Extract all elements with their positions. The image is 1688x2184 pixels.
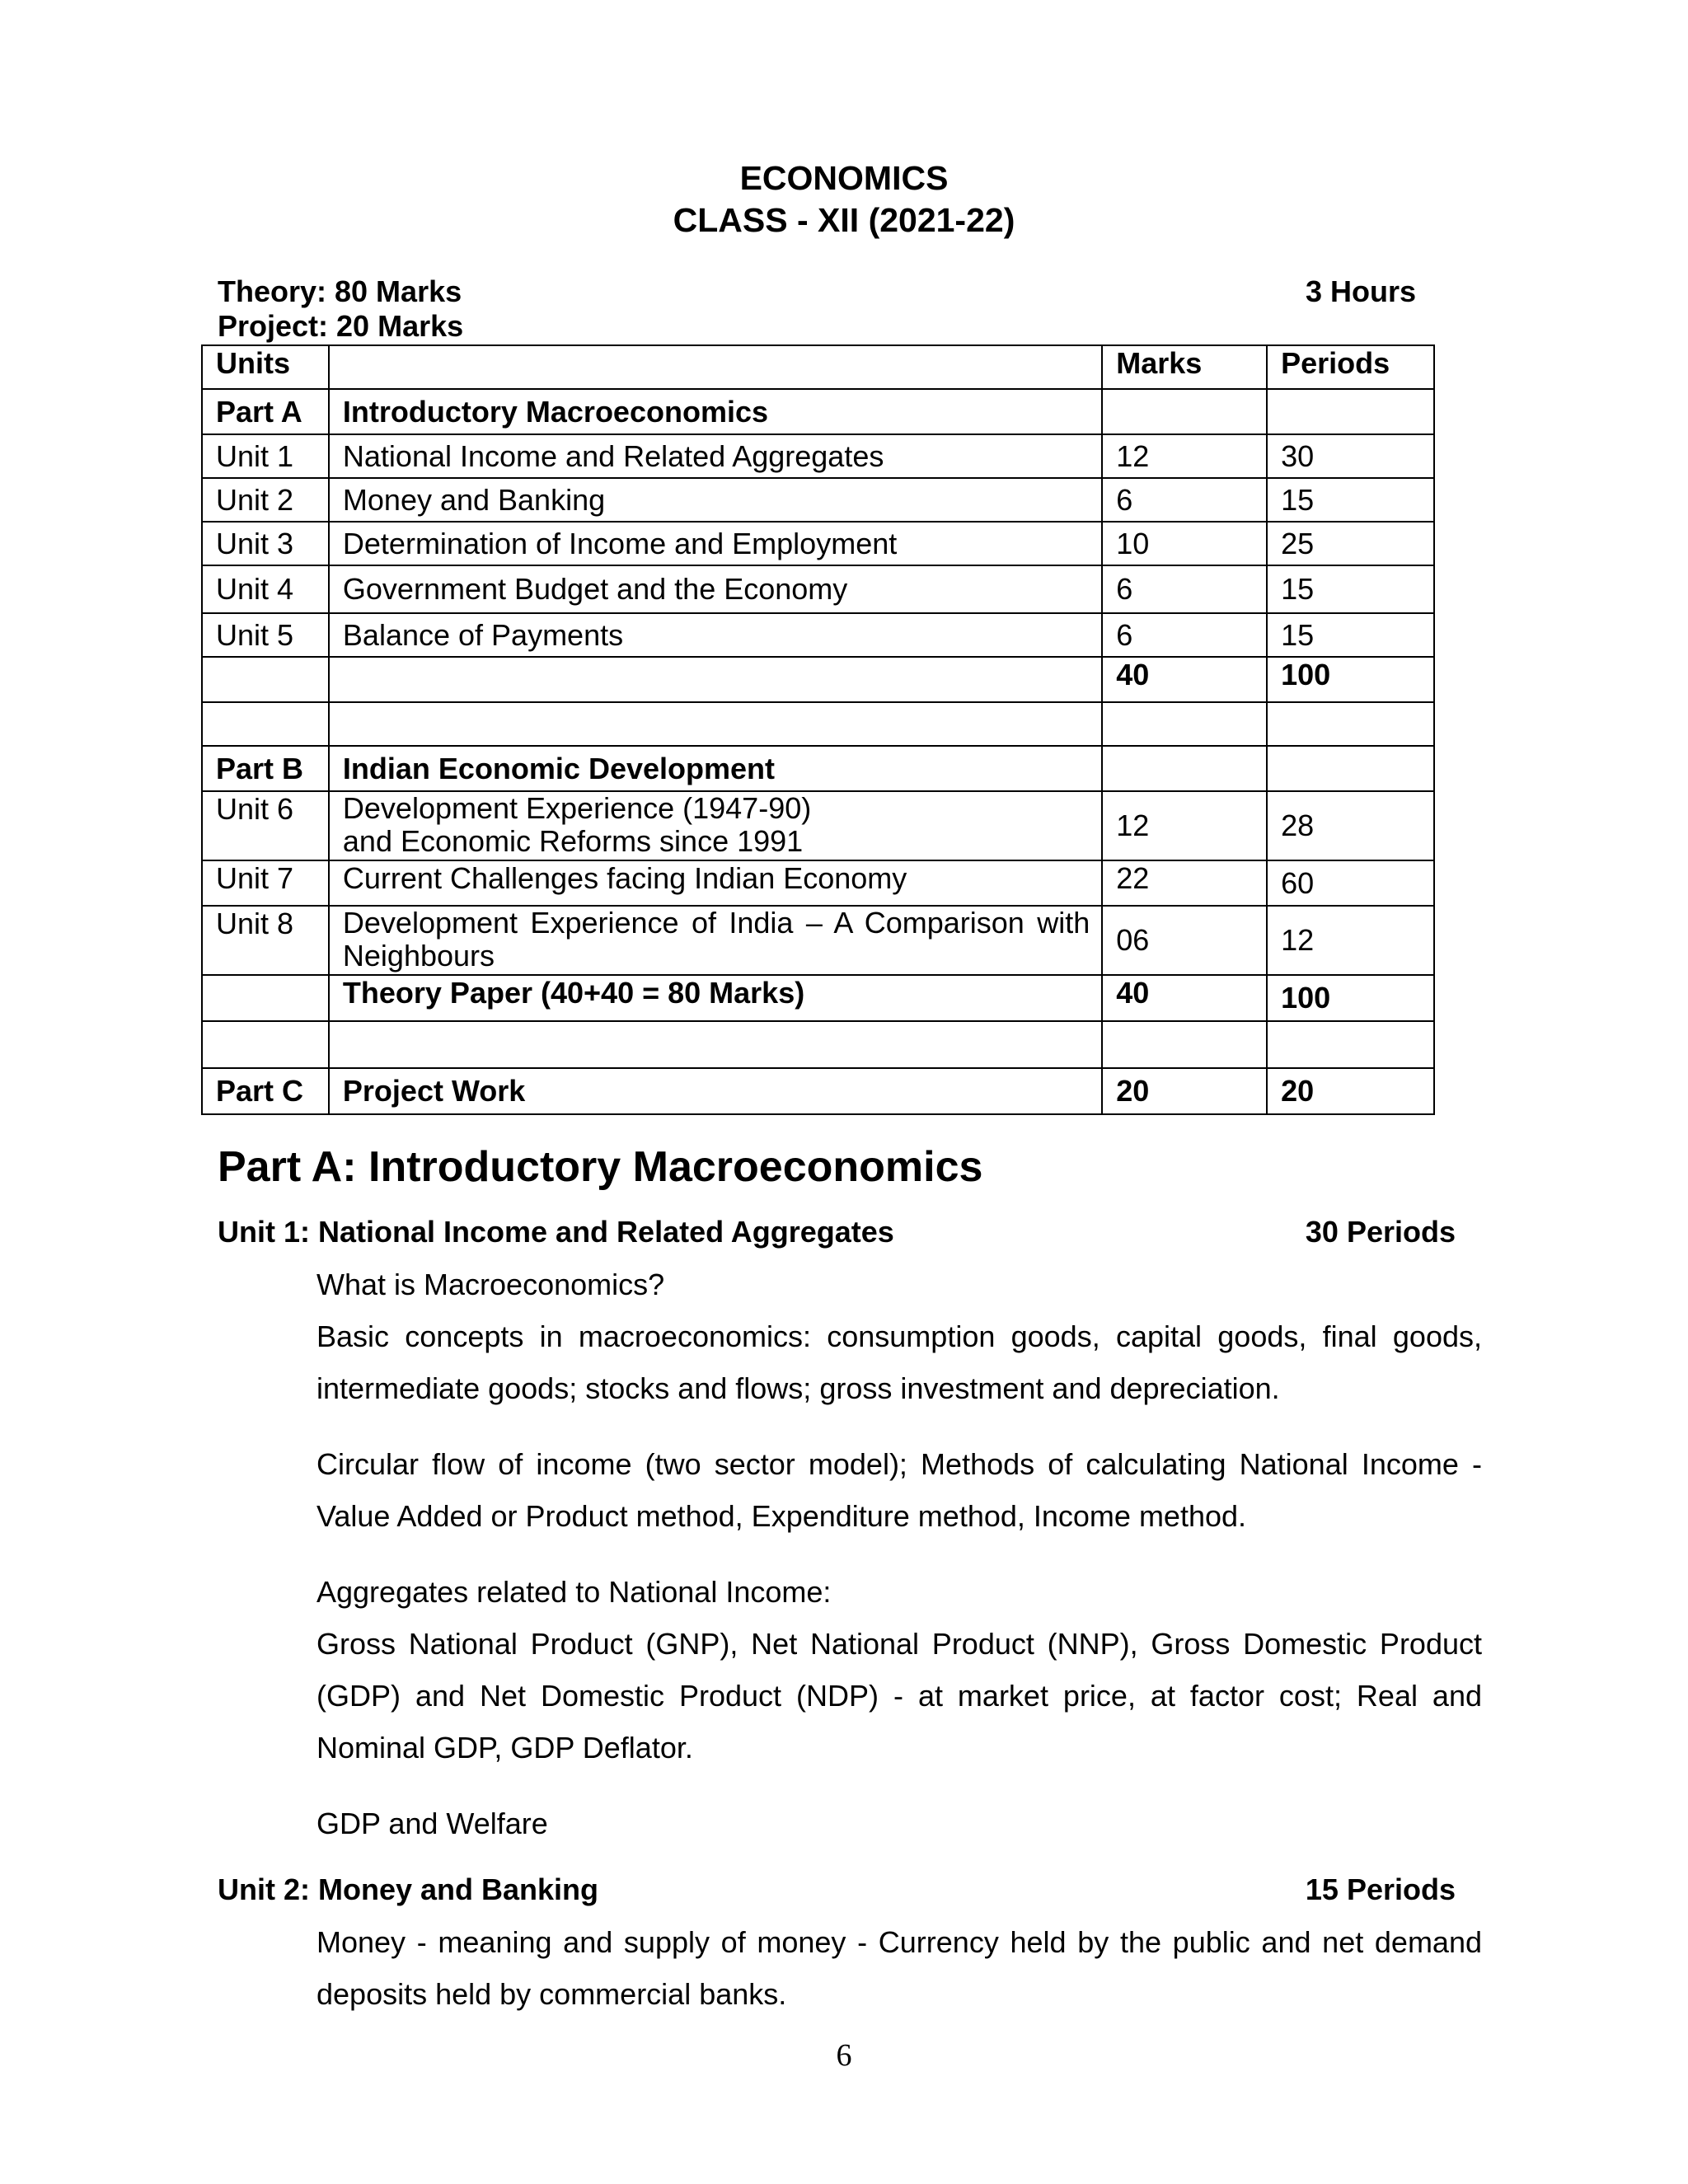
row-title: Theory Paper (40+40 = 80 Marks) [329,975,1102,1021]
row-title: Indian Economic Development [329,746,1102,791]
unit2-periods: 15 Periods [1305,1872,1456,1906]
unit1-paragraph: What is Macroeconomics? [316,1268,665,1301]
row-title: Determination of Income and Employment [329,522,1102,565]
row-marks: 40 [1102,975,1267,1021]
row-marks [1102,1021,1267,1068]
theory-marks: Theory: 80 Marks [218,274,462,308]
row-periods: 12 [1267,906,1434,975]
row-marks: 12 [1102,434,1267,478]
row-unit: Unit 6 [202,791,329,860]
table-row [202,478,1434,522]
row-title [329,791,1102,860]
row-marks [1102,702,1267,746]
section-title: Part A: Introductory Macroeconomics [218,1143,983,1191]
unit1-periods: 30 Periods [1305,1215,1456,1249]
syllabus-table [201,344,1435,1115]
header-marks: Marks [1102,345,1267,389]
header-periods: Periods [1267,345,1434,389]
row-marks [1102,746,1267,791]
unit1-paragraph: Circular flow of income (two sector model); Methods of calculating National Income - Value Added or Product method, Expenditure method, Income method. [316,1447,1482,1533]
row-marks: 6 [1102,478,1267,522]
unit1-paragraph: Aggregates related to National Income: [316,1575,832,1609]
row-marks: 06 [1102,906,1267,975]
row-title [329,1021,1102,1068]
row-title [329,702,1102,746]
table-row [202,860,1434,906]
row-title: Project Work [329,1068,1102,1114]
table-row [202,1068,1434,1114]
row-periods: 20 [1267,1068,1434,1114]
table-row [202,434,1434,478]
row-title: Money and Banking [329,478,1102,522]
row-title: Balance of Payments [329,613,1102,657]
table-row [202,613,1434,657]
table-row [202,522,1434,565]
unit1-paragraph: GDP and Welfare [316,1807,548,1840]
row-marks: 12 [1102,791,1267,860]
row-unit [202,702,329,746]
duration: 3 Hours [1305,274,1416,308]
row-marks [1102,389,1267,434]
header-units: Units [202,345,329,389]
row-unit: Unit 3 [202,522,329,565]
row-title: Introductory Macroeconomics [329,389,1102,434]
row-periods: 100 [1267,657,1434,702]
table-row [202,791,1434,860]
row-title: Government Budget and the Economy [329,565,1102,613]
table-row [202,746,1434,791]
table-row [202,657,1434,702]
row-marks: 10 [1102,522,1267,565]
table-row [202,389,1434,434]
row-title-line: and Economic Reforms since 1991 [342,824,804,858]
row-periods: 15 [1267,565,1434,613]
row-unit: Unit 2 [202,478,329,522]
row-periods [1267,389,1434,434]
row-marks: 22 [1102,860,1267,906]
row-periods [1267,702,1434,746]
page-number: 6 [836,2038,852,2073]
row-unit [202,657,329,702]
header-blank [329,345,1102,389]
table-row [202,1021,1434,1068]
row-unit: Unit 1 [202,434,329,478]
row-marks: 20 [1102,1068,1267,1114]
row-unit: Unit 8 [202,906,329,975]
table-header-row [202,345,1434,389]
row-title [329,657,1102,702]
row-periods [1267,1021,1434,1068]
class-subtitle: CLASS - XII (2021-22) [673,201,1015,239]
project-marks: Project: 20 Marks [218,309,464,343]
row-periods: 60 [1267,860,1434,906]
page-title: ECONOMICS [739,159,949,197]
row-unit: Unit 5 [202,613,329,657]
row-periods: 15 [1267,613,1434,657]
row-periods: 28 [1267,791,1434,860]
row-title-line: Development Experience (1947-90) [342,791,812,825]
row-marks: 40 [1102,657,1267,702]
table-row [202,565,1434,613]
unit1-heading: Unit 1: National Income and Related Aggregates [218,1215,894,1249]
row-unit [202,1021,329,1068]
row-marks: 6 [1102,565,1267,613]
row-periods: 100 [1267,975,1434,1021]
unit2-heading: Unit 2: Money and Banking [218,1872,599,1906]
table-row [202,975,1434,1021]
row-marks: 6 [1102,613,1267,657]
row-unit: Part B [202,746,329,791]
row-unit: Part C [202,1068,329,1114]
row-unit: Part A [202,389,329,434]
table-row [202,702,1434,746]
row-periods [1267,746,1434,791]
row-title: National Income and Related Aggregates [329,434,1102,478]
row-unit [202,975,329,1021]
row-periods: 15 [1267,478,1434,522]
row-periods: 30 [1267,434,1434,478]
row-title: Development Experience of India – A Comparison with Neighbours [329,906,1102,975]
row-unit: Unit 7 [202,860,329,906]
row-title: Current Challenges facing Indian Economy [329,860,1102,906]
row-unit: Unit 4 [202,565,329,613]
unit2-paragraph: Money - meaning and supply of money - Currency held by the public and net demand deposits held by commercial banks. [316,1925,1482,2011]
row-periods: 25 [1267,522,1434,565]
unit1-paragraph: Basic concepts in macroeconomics: consumption goods, capital goods, final goods, intermediate goods; stocks and flows; gross investment and depreciation. [316,1319,1482,1405]
table-row [202,906,1434,975]
unit1-paragraph: Gross National Product (GNP), Net National Product (NNP), Gross Domestic Product (GDP) and Net Domestic Product (NDP) - at market price, at factor cost; Real and Nominal GDP, GDP Deflator. [316,1627,1482,1765]
